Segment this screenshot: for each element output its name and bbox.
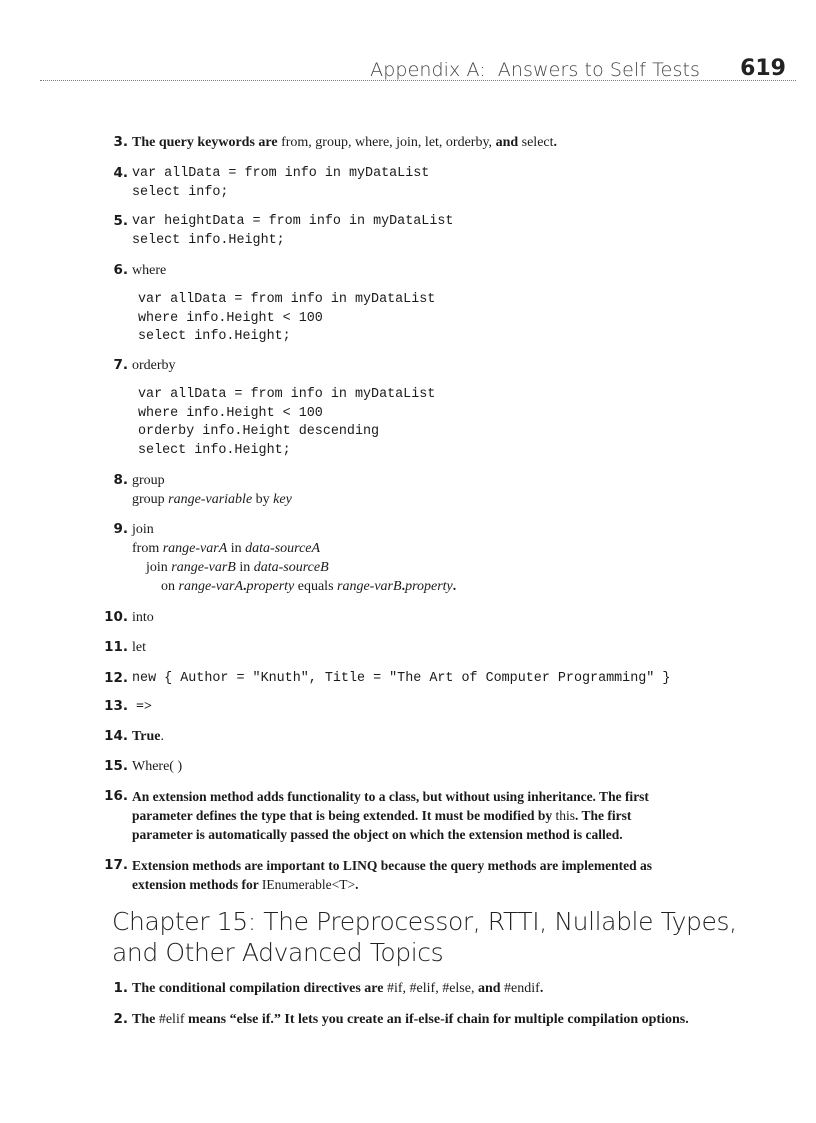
item-number: 4. [113,165,128,181]
answer-text-line: extension methods for IEnumerable<T>. [132,877,359,892]
code-line: var allData = from info in myDataList [132,166,430,181]
answer-text-line: An extension method adds functionality to a class, but without using inheritance. The first [132,789,649,804]
item-number: 3. [113,134,128,150]
item-number: 6. [113,262,128,278]
item-number: 14. [104,728,128,744]
syntax-line: from range-varA in data-sourceA [132,541,321,556]
answer-text: The #elif means “else if.” It lets you create an if-else-if chain for multiple compilation options. [132,1012,689,1027]
syntax-line: group range-variable by key [132,492,292,507]
answer-text: True. [132,729,165,744]
code-line: select info.Height; [138,329,291,344]
chapter-heading [112,906,752,968]
answer-text: The query keywords are from, group, where, join, let, orderby, and select. [132,135,558,150]
answer-text: orderby [132,358,176,373]
answer-text-line: parameter defines the type that is being extended. It must be modified by this. The first [132,808,632,823]
answer-text-line: parameter is automatically passed the object on which the extension method is called. [132,827,623,842]
code-line: select info; [132,185,229,200]
item-number: 17. [104,857,128,873]
page-number: 619 [740,56,786,81]
answer-text: The conditional compilation directives are #if, #elif, #else, and #endif. [132,981,544,996]
code-line: var allData = from info in myDataList [138,292,436,307]
item-number: 15. [104,758,128,774]
syntax-line: on range-varA.property equals range-varB.property. [161,579,457,594]
item-number: 16. [104,788,128,804]
item-number: 8. [113,472,128,488]
code-line: var allData = from info in myDataList [138,387,436,402]
header-title [370,59,700,81]
answer-text: join [132,522,154,537]
appendix-title: Answers to Self Tests [497,59,700,81]
item-number: 13. [104,698,128,714]
answer-text-line: Extension methods are important to LINQ because the query methods are implemented as [132,858,652,873]
chapter-title-line: and Other Advanced Topics [112,938,444,967]
answer-text: group [132,473,165,488]
running-header [40,56,796,86]
syntax-line: join range-varB in data-sourceB [146,560,329,575]
item-number: 1. [113,980,128,996]
answer-text: where [132,263,167,278]
code-line: where info.Height < 100 [138,310,323,326]
code-line: var heightData = from info in myDataList [132,214,454,229]
item-number: 11. [104,639,128,655]
chapter-title-line: Chapter 15: The Preprocessor, RTTI, Nullable Types, [112,907,737,936]
code-line: where info.Height < 100 [138,405,323,421]
item-number: 2. [113,1011,128,1027]
code-block [138,291,435,347]
appendix-label: Appendix A: [370,59,486,81]
answer-text: Where( ) [132,759,183,774]
code-line: new { Author = "Knuth", Title = "The Art of Computer Programming" } [132,671,671,686]
item-number: 5. [113,213,128,229]
item-number: 7. [113,357,128,373]
code-line: select info.Height; [132,233,285,248]
answer-text: => [136,699,152,714]
item-number: 10. [104,609,128,625]
code-line: select info.Height; [138,442,291,458]
answer-text: let [132,640,146,655]
item-number: 12. [104,670,128,686]
item-number: 9. [113,521,128,537]
answer-text: into [132,610,154,625]
code-line: orderby info.Height descending [138,424,380,439]
code-block [138,386,435,460]
